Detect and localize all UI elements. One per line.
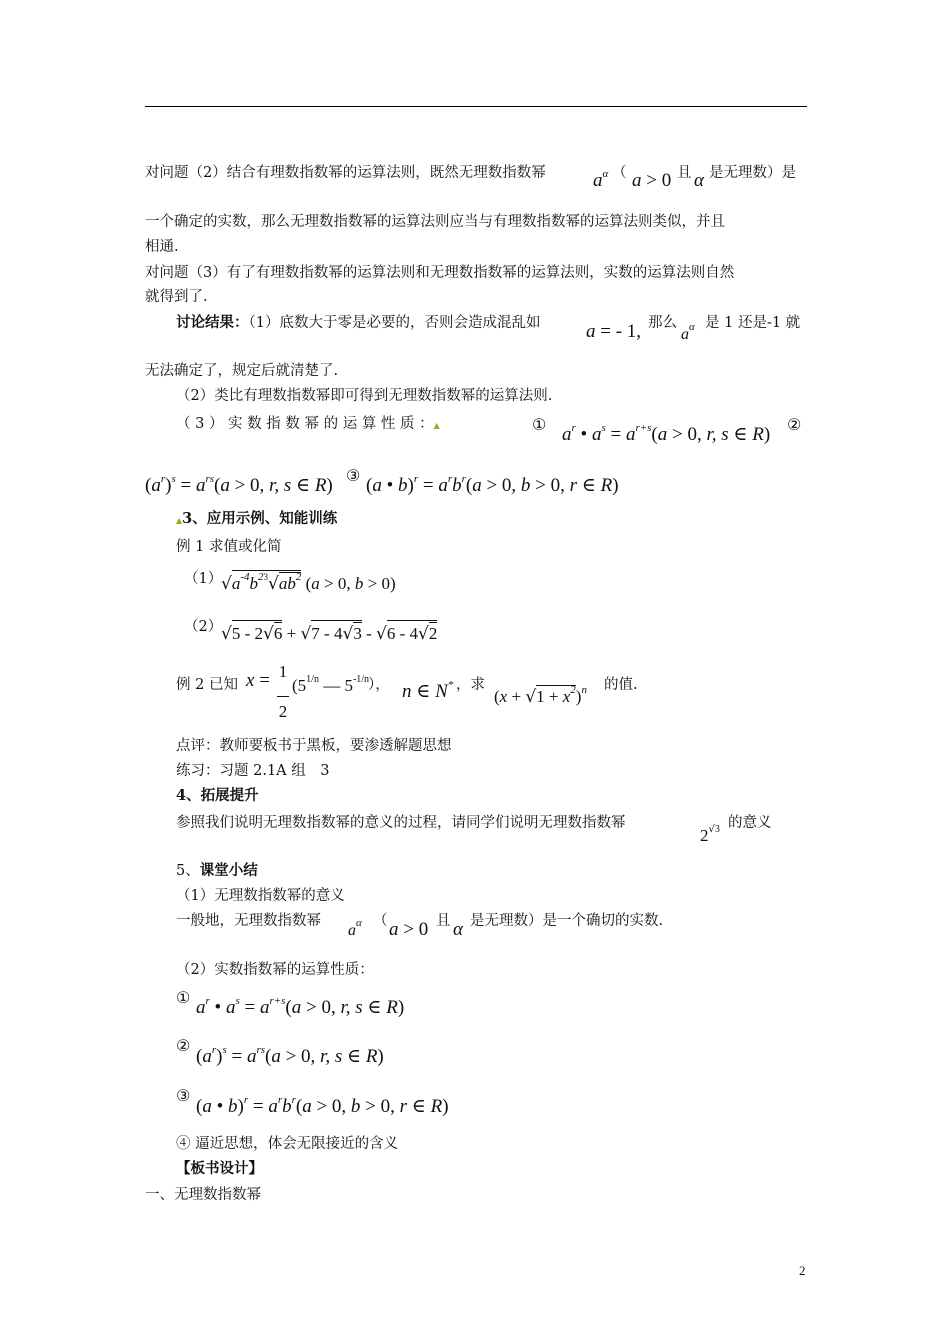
- para1-line3: 相通.: [145, 239, 179, 255]
- para1-line2: 一个确定的实数，那么无理数指数幂的运算法则应当与有理数指数幂的运算法则类似，并且: [145, 214, 725, 230]
- summary-point4: ④ 逼近思想，体会无限接近的含义: [176, 1136, 399, 1152]
- section4-title: 4、拓展提升: [176, 787, 259, 804]
- example1-title: 例 1 求值或化简: [176, 539, 282, 555]
- summary-point1-text: 一般地，无理数指数幂: [176, 913, 321, 929]
- summary-point2: （2）实数指数幂的运算性质：: [176, 962, 374, 978]
- formula-summary-prop2: $(a^r)^s = a^{rs}(a > 0$, r, s ∈ R): [196, 1044, 384, 1067]
- summary-point1: （1）无理数指数幂的意义: [176, 888, 345, 904]
- formula-ex1-2: √5 - 2√6 + √7 - 4√3 - √6 - 4√2: [221, 620, 437, 644]
- formula-prop1: $a^r$ • $a^s = a^{r+s}(a > 0$, r, s ∈ R): [562, 422, 771, 445]
- formula-ex2-half: 1 2: [278, 662, 288, 721]
- board-title: 【板书设计】: [176, 1160, 263, 1177]
- circle-2: ②: [787, 415, 802, 434]
- formula-ex2-body: ($5^{1/n}$ — $5^{-1/n}$: [292, 674, 370, 695]
- header-rule: [145, 106, 807, 107]
- formula-alpha: α: [694, 170, 704, 191]
- summary-circle-1: ①: [176, 988, 191, 1007]
- formula-alpha-2: α: [453, 919, 463, 940]
- para1-line1: 对问题（2）结合有理数指数幂的运算法则，既然无理数指数幂: [145, 165, 546, 181]
- example2-close: ），: [368, 677, 390, 693]
- section4-text: 参照我们说明无理数指数幂的意义的过程，请同学们说明无理数指数幂: [176, 815, 626, 831]
- formula-2-sqrt3: $2^{√3}$: [700, 824, 720, 845]
- circle-1: ①: [532, 415, 547, 434]
- section4-tail: 的意义: [728, 815, 772, 831]
- example2-find: ，求: [456, 677, 485, 693]
- result-label: 讨论结果：: [176, 314, 249, 331]
- formula-prop2: $(a^r)^s = a^{rs}(a > 0$, r, s ∈ R): [145, 473, 333, 496]
- formula-a-gt-0: a > 0: [632, 170, 672, 191]
- circle-3: ③: [346, 466, 361, 485]
- formula-prop3: (a • $b)^r = a^rb^r(a > 0$, b > 0, r ∈ R): [366, 473, 619, 496]
- para1-line5: 就得到了.: [145, 289, 208, 305]
- summary-and: 且: [436, 913, 451, 929]
- formula-ex2-expr: $(x + √1 + x^2)^n$: [494, 684, 587, 707]
- formula-ex1-1: $√a^{-4}b^{23}√ab^2$ (a > 0, b > 0): [221, 571, 396, 594]
- formula-a-gt-0-2: a > 0: [389, 919, 429, 940]
- formula-a-alpha-3: $a^\alpha$: [348, 917, 362, 939]
- formula-ex2-n: n ∈ N*: [402, 679, 454, 702]
- example1-part2-label: （2）: [184, 619, 223, 635]
- example1-part1-label: （1）: [184, 571, 223, 587]
- result-then: 那么: [648, 315, 677, 331]
- example2-value: 的值.: [604, 677, 638, 693]
- result-tail: 是 1 还是-1 就: [705, 315, 801, 331]
- formula-a-alpha: $a^\alpha$: [593, 168, 609, 191]
- summary-paren: （: [373, 913, 388, 929]
- practice-line: 练习：习题 2.1A 组 3: [176, 763, 330, 779]
- para1-line4: 对问题（3）有了有理数指数幂的运算法则和无理数指数幂的运算法则，实数的运算法则自然: [145, 265, 735, 281]
- page-number: 2: [799, 1263, 806, 1278]
- para1-irrational: 是无理数）是: [709, 165, 796, 181]
- summary-circle-2: ②: [176, 1036, 191, 1055]
- summary-circle-3: ③: [176, 1086, 191, 1105]
- result-line1: 讨论结果：（1）底数大于零是必要的，否则会造成混乱如: [176, 314, 541, 331]
- formula-summary-prop1: $a^r$ • $a^s = a^{r+s}(a > 0$, r, s ∈ R): [196, 995, 405, 1018]
- result-line3: （2）类比有理数指数幂即可得到无理数指数幂的运算法则.: [176, 388, 553, 404]
- board-item-1: 一、无理数指数幂: [145, 1187, 261, 1203]
- teacher-note: 点评：教师要板书于黑板，要渗透解题思想: [176, 738, 452, 754]
- result-line2: 无法确定了，规定后就清楚了.: [145, 363, 339, 379]
- formula-a-alpha-2: $a^\alpha$: [681, 321, 695, 343]
- formula-a-eq-neg1: a = - 1,: [586, 321, 642, 342]
- formula-ex2-x: x =: [246, 670, 270, 691]
- section3-title: ▲3、应用示例、知能训练: [176, 510, 338, 527]
- formula-summary-prop3: (a • $b)^r = a^rb^r(a > 0$, b > 0, r ∈ R): [196, 1094, 449, 1117]
- para1-paren: （: [612, 165, 627, 181]
- summary-irrational: 是无理数）是一个确切的实数.: [470, 913, 664, 929]
- result-line4: （ 3 ） 实 数 指 数 幂 的 运 算 性 质 ：▲: [176, 416, 440, 432]
- example2-intro: 例 2 已知: [176, 677, 238, 693]
- para1-and: 且: [677, 165, 692, 181]
- section5-title: 5、课堂小结: [176, 862, 258, 879]
